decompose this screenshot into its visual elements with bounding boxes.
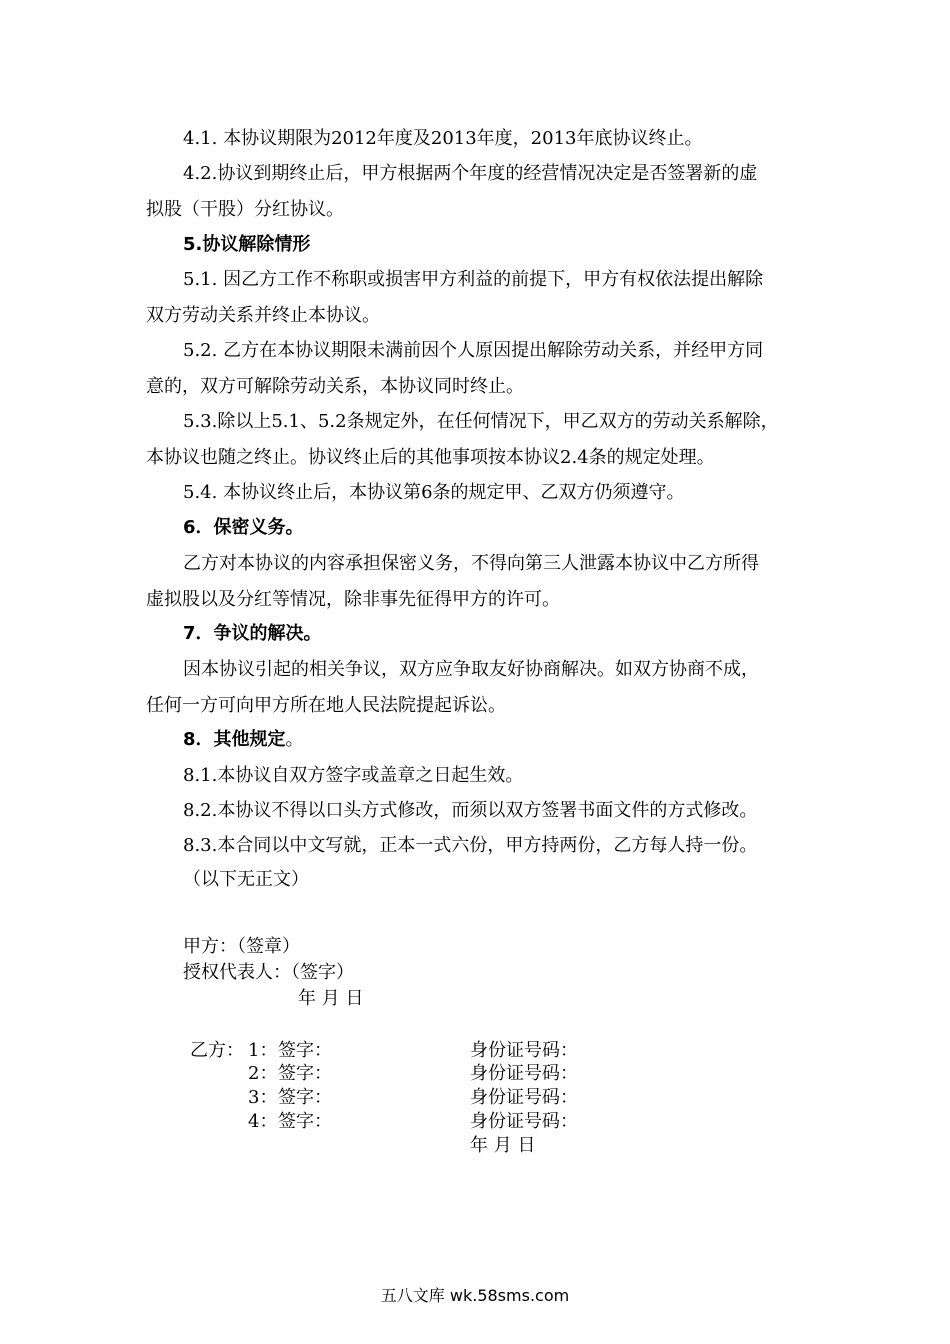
clause-5-3-line2: 本协议也随之终止。协议终止后的其他事项按本协议2.4条的规定处理。 (146, 447, 715, 468)
clause-8-2: 8.2.本协议不得以口头方式修改，而须以双方签署书面文件的方式修改。 (183, 800, 758, 821)
party-b-row-sign-label: 签字： (278, 1063, 332, 1084)
clause-5-2-line1: 5.2. 乙方在本协议期限未满前因个人原因提出解除劳动关系，并经甲方同 (183, 340, 764, 361)
party-b-row-number: 2： (248, 1063, 278, 1084)
party-b-label: 乙方： (190, 1040, 244, 1061)
party-b-row-number: 4： (248, 1111, 278, 1132)
party-a-seal-label: 甲方：（签章） (183, 936, 300, 957)
clause-7-line2: 任何一方可向甲方所在地人民法院提起诉讼。 (146, 695, 506, 716)
footer-watermark: 五八文库 wk.58sms.com (380, 1286, 570, 1305)
party-b-date: 年 月 日 (470, 1135, 536, 1156)
party-b-row-sign-label: 签字： (278, 1040, 332, 1061)
party-b-row-sign-label: 签字： (278, 1111, 332, 1132)
clause-6-heading: 6．保密义务。 (183, 517, 304, 538)
clause-6-line1: 乙方对本协议的内容承担保密义务，不得向第三人泄露本协议中乙方所得 (183, 553, 759, 574)
clause-4-2-line2: 拟股（干股）分红协议。 (146, 199, 344, 220)
clause-5-4: 5.4. 本协议终止后，本协议第6条的规定甲、乙双方仍须遵守。 (183, 482, 685, 503)
clause-8-3: 8.3.本合同以中文写就，正本一式六份，甲方持两份，乙方每人持一份。 (183, 835, 758, 856)
party-b-row-id-label: 身份证号码： (470, 1040, 578, 1061)
clause-7-heading: 7．争议的解决。 (183, 623, 322, 644)
clause-5-heading: 5.协议解除情形 (183, 234, 311, 255)
party-a-date: 年 月 日 (298, 988, 364, 1009)
clause-8-heading (183, 728, 304, 752)
clause-6-line2: 虚拟股以及分红等情况，除非事先征得甲方的许可。 (146, 589, 560, 610)
clause-7-line1: 因本协议引起的相关争议，双方应争取友好协商解决。如双方协商不成， (183, 659, 759, 680)
clause-8-1: 8.1.本协议自双方签字或盖章之日起生效。 (183, 765, 524, 786)
clause-5-1-line2: 双方劳动关系并终止本协议。 (146, 305, 380, 326)
clause-5-3-line1: 5.3.除以上5.1、5.2条规定外，在任何情况下，甲乙双方的劳动关系解除， (183, 411, 779, 432)
clause-8-heading-bold: 8．其他规定 (183, 729, 286, 750)
end-of-text-note: （以下无正文） (183, 869, 309, 890)
party-b-row-sign-label: 签字： (278, 1087, 332, 1108)
clause-5-2-line2: 意的，双方可解除劳动关系，本协议同时终止。 (146, 376, 524, 397)
party-b-row-id-label: 身份证号码： (470, 1063, 578, 1084)
clause-4-2-line1: 4.2.协议到期终止后，甲方根据两个年度的经营情况决定是否签署新的虚 (183, 163, 758, 184)
clause-8-heading-tail: 。 (285, 729, 304, 750)
authorized-representative-label: 授权代表人：（签字） (183, 962, 354, 983)
clause-4-1: 4.1. 本协议期限为2012年度及2013年度，2013年底协议终止。 (183, 128, 703, 149)
party-b-row-number: 3： (248, 1087, 278, 1108)
party-b-row-number: 1： (248, 1040, 278, 1061)
party-b-row-id-label: 身份证号码： (470, 1087, 578, 1108)
clause-5-1-line1: 5.1. 因乙方工作不称职或损害甲方利益的前提下，甲方有权依法提出解除 (183, 269, 764, 290)
party-b-row-id-label: 身份证号码： (470, 1111, 578, 1132)
